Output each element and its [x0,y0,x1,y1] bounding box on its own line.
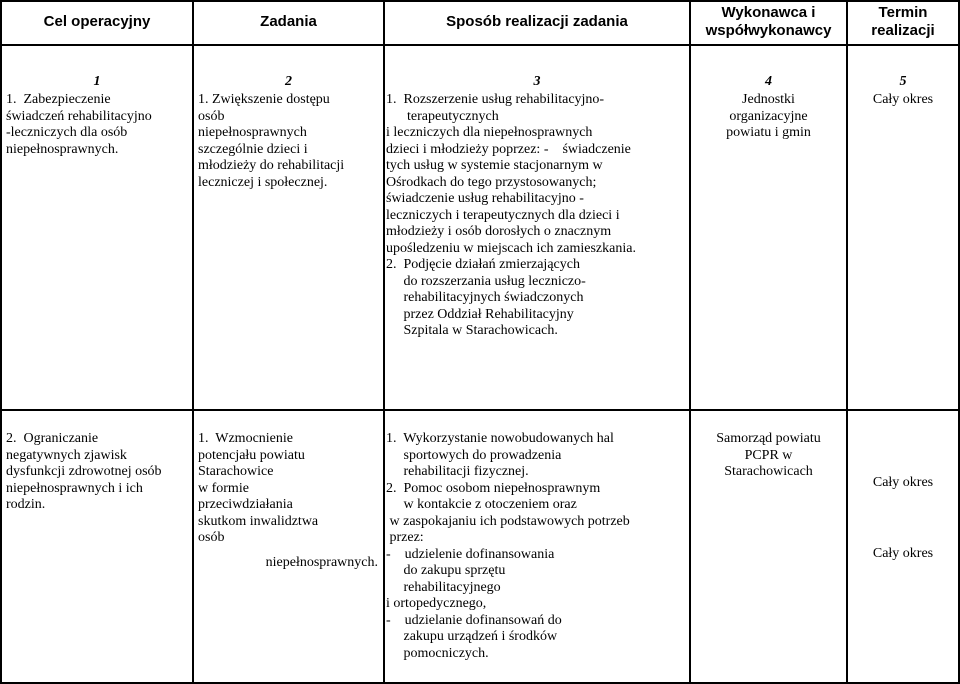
header-separator [0,44,960,46]
row1-goal: 1. Zabezpieczenie świadczeń rehabilitacyjno -leczniczych dla osób niepełnosprawnych. [6,92,152,157]
row1-executor: Jednostki organizacyjne powiatu i gmin [726,92,811,140]
header-executor: Wykonawca i współwykonawcy [705,4,832,39]
col-border-1 [192,0,194,684]
row2-term-1: Cały okres [872,475,934,490]
row2-tasks-last-line: niepełnosprawnych. [265,555,378,570]
column-number-5: 5 [899,74,907,89]
header-goal: Cel operacyjny [43,13,151,30]
row2-goal: 2. Ograniczanie negatywnych zjawisk dysfunkcji zdrowotnej osób niepełnosprawnych i ich rodzin. [6,431,162,512]
row1-term: Cały okres [872,92,934,107]
row2-tasks: 1. Wzmocnienie potencjału powiatu Starachowice w formie przeciwdziałania skutkom inwalidztwa osób [198,431,319,545]
col-border-left [0,0,2,684]
column-number-4: 4 [765,74,772,89]
row-separator [0,409,960,411]
column-number-3: 3 [533,74,541,89]
row2-term-2: Cały okres [872,546,934,561]
header-term: Termin realizacji [871,4,935,39]
column-number-2: 2 [285,74,292,89]
col-border-2 [383,0,385,684]
row1-tasks: 1. Zwiększenie dostępu osób niepełnosprawnych szczególnie dzieci i młodzieży do rehabilitacji leczniczej i społecznej. [198,92,345,190]
row2-executor: Samorząd powiatu PCPR w Starachowicach [716,431,821,479]
row1-methods: 1. Rozszerzenie usług rehabilitacyjno- terapeutycznych i leczniczych dla niepełnosprawnych dzieci i młodzieży poprzez: - świadczenie tych usług w systemie stacjonarnym w Ośrodkach do tego przystosowanych; świadczenie usług rehabilitacyjno - leczniczych i terapeutycznych dla dzieci i młodzieży i osób dorosłych o znacznym upośledzeniu w miejscach ich zamieszkania. 2. Podjęcie działań zmierzających do rozszerzania usług leczniczo- rehabilitacyjnych świadczonych przez Oddział Rehabilitacyjny Szpitala w Starachowicach. [386,92,636,338]
header-methods: Sposób realizacji zadania [446,13,628,30]
header-tasks: Zadania [260,13,317,30]
row2-methods: 1. Wykorzystanie nowobudowanych hal sportowych do prowadzenia rehabilitacji fizycznej. 2. Pomoc osobom niepełnosprawnym w kontakcie z otoczeniem oraz w zaspokajaniu ich podstawowych potrzeb przez: - udzielenie dofinansowania do zakupu sprzętu rehabilitacyjnego i ortopedycznego, - udzielanie dofinansowań do zakupu urządzeń i środków pomocniczych. [386,431,630,661]
column-number-1: 1 [93,74,101,89]
